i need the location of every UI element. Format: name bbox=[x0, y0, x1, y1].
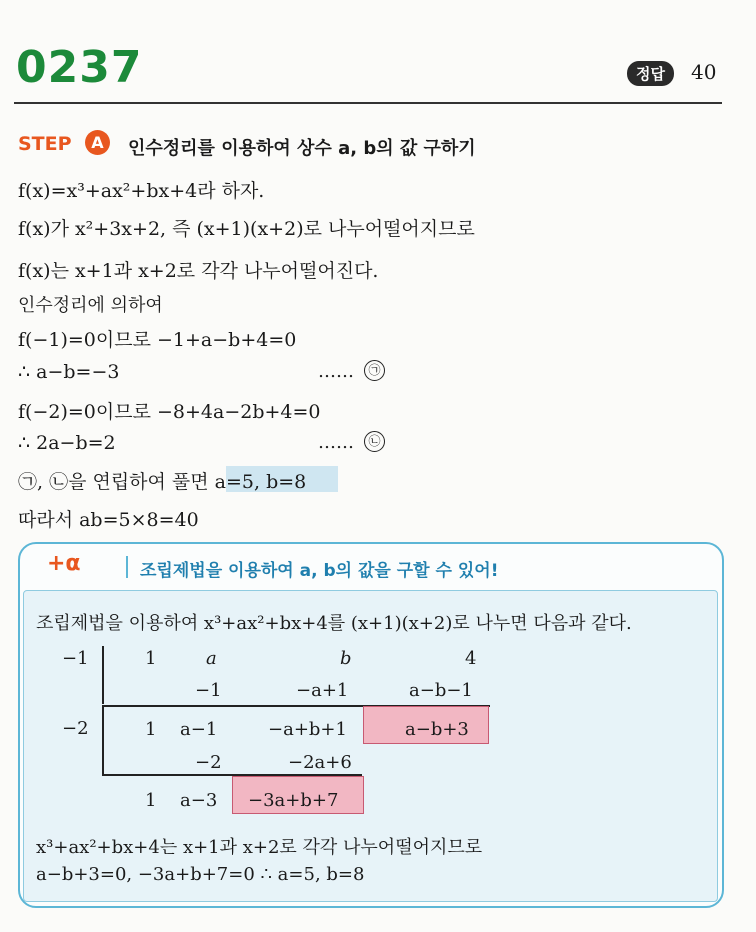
tip-conclusion: a−b+3=0, −3a+b+7=0 ∴ a=5, b=8 bbox=[36, 864, 365, 885]
equation-marker-first: ㉠ bbox=[364, 360, 385, 381]
step-badge: A bbox=[85, 130, 110, 155]
division-cell: a−3 bbox=[180, 790, 218, 811]
division-bar bbox=[102, 646, 104, 704]
solution-line: f(−1)=0이므로 −1+a−b+4=0 bbox=[18, 329, 297, 351]
solution-line: ㉠, ㉡을 연립하여 풀면 a=5, b=8 bbox=[18, 471, 307, 493]
tip-separator bbox=[126, 556, 128, 578]
solution-line: f(x)=x³+ax²+bx+4라 하자. bbox=[18, 180, 265, 202]
tip-logo: +α bbox=[47, 551, 81, 576]
division-cell: −1 bbox=[195, 680, 222, 701]
division-cell: b bbox=[340, 648, 352, 669]
division-cell: a−b−1 bbox=[409, 680, 473, 701]
equation-marker-dots: …… bbox=[318, 432, 354, 453]
division-cell: 1 bbox=[145, 719, 157, 740]
solution-line: 인수정리에 의하여 bbox=[18, 295, 163, 316]
remainder-cell: a−b+3 bbox=[405, 719, 469, 740]
division-cell: a−1 bbox=[180, 719, 218, 740]
header-divider bbox=[14, 102, 722, 104]
solution-line: f(x)가 x²+3x+2, 즉 (x+1)(x+2)로 나누어떨어지므로 bbox=[18, 218, 475, 240]
division-cell: −2a+6 bbox=[288, 752, 352, 773]
solution-line: ∴ 2a−b=2 bbox=[18, 432, 116, 454]
step-title: 인수정리를 이용하여 상수 a, b의 값 구하기 bbox=[128, 138, 476, 159]
answer-value: 40 bbox=[691, 60, 717, 84]
tip-intro: 조립제법을 이용하여 x³+ax²+bx+4를 (x+1)(x+2)로 나누면 다음과 같다. bbox=[36, 613, 632, 634]
equation-marker-second: ㉡ bbox=[364, 431, 385, 452]
division-cell: 1 bbox=[145, 790, 157, 811]
solution-line: f(x)는 x+1과 x+2로 각각 나누어떨어진다. bbox=[18, 260, 379, 282]
equation-marker-dots: …… bbox=[318, 361, 354, 382]
division-cell: −a+b+1 bbox=[268, 719, 347, 740]
problem-number: 0237 bbox=[16, 42, 143, 93]
division-cell: 1 bbox=[145, 648, 157, 669]
answer-badge: 정답 bbox=[627, 61, 674, 86]
solution-line: ∴ a−b=−3 bbox=[18, 361, 120, 383]
tip-title: 조립제법을 이용하여 a, b의 값을 구할 수 있어! bbox=[140, 561, 499, 581]
division-cell: −a+1 bbox=[296, 680, 349, 701]
division-cell: 4 bbox=[465, 648, 477, 669]
divisor-first: −1 bbox=[62, 648, 89, 669]
division-cell: −2 bbox=[195, 752, 222, 773]
division-cell: a bbox=[206, 648, 217, 669]
remainder-cell: −3a+b+7 bbox=[248, 790, 339, 811]
solution-line: 따라서 ab=5×8=40 bbox=[18, 509, 199, 531]
division-bar bbox=[102, 706, 104, 774]
divisor-second: −2 bbox=[62, 718, 89, 739]
solution-line: f(−2)=0이므로 −8+4a−2b+4=0 bbox=[18, 401, 321, 423]
tip-conclusion: x³+ax²+bx+4는 x+1과 x+2로 각각 나누어떨어지므로 bbox=[36, 837, 483, 858]
step-label: STEP bbox=[18, 133, 72, 155]
